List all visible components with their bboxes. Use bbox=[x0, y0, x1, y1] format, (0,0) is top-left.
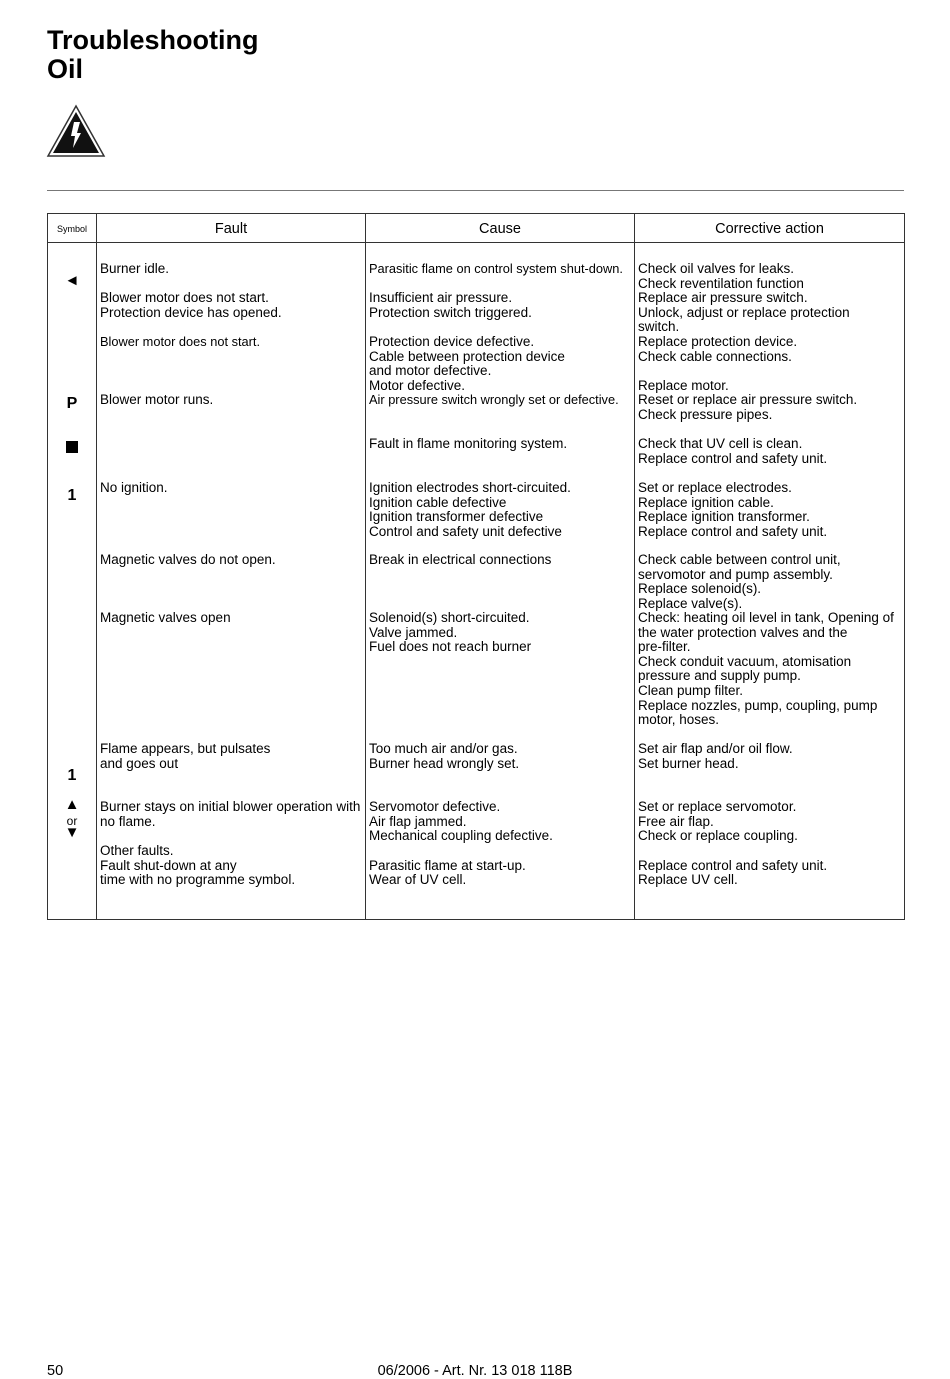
cause-cell: Break in electrical connections bbox=[369, 552, 552, 567]
fault-cell: Other faults. Fault shut-down at any time with no programme symbol. bbox=[100, 843, 296, 888]
fault-cell: Blower motor does not start. Protection device has opened. bbox=[100, 290, 282, 320]
action-cell: Replace control and safety unit. Replace UV cell. bbox=[638, 857, 828, 888]
action-cell: Check: heating oil level in tank, Opening of the water protection valves and the pre-filter. Check conduit vacuum, atomisation pressure and supply pump. Clean pump filter. Replace nozzles, pump, coupling, pump motor, hoses. bbox=[638, 610, 894, 728]
fault-cell: Blower motor does not start. bbox=[100, 334, 261, 349]
cause-cell: Solenoid(s) short-circuited. Valve jammed. Fuel does not reach burner bbox=[369, 610, 532, 655]
action-cell: Reset or replace air pressure switch. Check pressure pipes. bbox=[638, 392, 858, 422]
document-reference: 06/2006 - Art. Nr. 13 018 118B bbox=[377, 1363, 573, 1379]
cause-cell: Air pressure switch wrongly set or defective. bbox=[369, 392, 619, 407]
header-cause: Cause bbox=[479, 221, 521, 237]
page-title bbox=[47, 26, 258, 84]
fault-cell: Flame appears, but pulsates and goes out bbox=[100, 741, 271, 771]
fault-cell: No ignition. bbox=[100, 480, 168, 495]
action-cell: Check oil valves for leaks. Check reventilation function bbox=[638, 261, 804, 291]
cause-cell: Insufficient air pressure. Protection switch triggered. bbox=[369, 290, 532, 320]
arrow-up-symbol: ▲ bbox=[64, 796, 80, 813]
arrow-down-symbol: ▼ bbox=[64, 824, 80, 841]
title-line-2: Oil bbox=[47, 54, 84, 84]
fault-cell: Burner idle. bbox=[100, 261, 170, 276]
fault-cell: Burner stays on initial blower operation with no flame. bbox=[100, 799, 361, 829]
action-cell: Set or replace electrodes. Replace ignition cable. Replace ignition transformer. Replace control and safety unit. bbox=[638, 480, 828, 539]
one-symbol: 1 bbox=[67, 767, 77, 784]
title-line-1: Troubleshooting bbox=[47, 25, 259, 55]
troubleshooting-table bbox=[47, 213, 905, 920]
p-symbol: P bbox=[66, 395, 78, 412]
high-voltage-warning-icon bbox=[46, 104, 106, 158]
one-symbol: 1 bbox=[67, 487, 77, 504]
cause-cell: Fault in flame monitoring system. bbox=[369, 436, 568, 451]
header-divider bbox=[47, 190, 904, 191]
fault-cell: Magnetic valves do not open. bbox=[100, 552, 276, 567]
action-cell: Set air flap and/or oil flow. Set burner head. bbox=[638, 741, 793, 771]
action-cell: Replace air pressure switch. Unlock, adjust or replace protection switch. bbox=[638, 290, 850, 335]
or-text: or bbox=[66, 814, 78, 828]
action-cell: Set or replace servomotor. Free air flap. Check or replace coupling. bbox=[638, 799, 798, 844]
square-symbol-icon bbox=[66, 441, 78, 453]
cause-cell: Parasitic flame on control system shut-down. bbox=[369, 261, 623, 276]
fault-cell: Blower motor runs. bbox=[100, 392, 214, 407]
column-divider bbox=[96, 214, 97, 919]
column-divider bbox=[634, 214, 635, 919]
cause-cell: Protection device defective. Cable between protection device and motor defective. Motor defective. bbox=[369, 334, 565, 393]
cause-cell: Ignition electrodes short-circuited. Ignition cable defective Ignition transformer defective Control and safety unit defective bbox=[369, 480, 571, 539]
header-fault: Fault bbox=[214, 221, 248, 237]
cause-cell: Too much air and/or gas. Burner head wrongly set. bbox=[369, 741, 520, 771]
action-cell: Check that UV cell is clean. Replace control and safety unit. bbox=[638, 436, 828, 466]
cause-cell: Parasitic flame at start-up. Wear of UV cell. bbox=[369, 857, 526, 888]
page-number: 50 bbox=[47, 1363, 64, 1379]
action-cell: Check cable between control unit, servomotor and pump assembly. Replace solenoid(s). Replace valve(s). bbox=[638, 552, 841, 611]
cause-cell: Servomotor defective. Air flap jammed. Mechanical coupling defective. bbox=[369, 799, 553, 844]
header-symbol: Symbol bbox=[56, 224, 87, 234]
fault-cell: Magnetic valves open bbox=[100, 610, 231, 625]
column-divider bbox=[365, 214, 366, 919]
arrow-left-symbol: ◄ bbox=[64, 272, 80, 289]
header-action: Corrective action bbox=[715, 221, 824, 237]
header-row-divider bbox=[48, 242, 904, 243]
action-cell: Replace protection device. Check cable connections. Replace motor. bbox=[638, 334, 798, 393]
